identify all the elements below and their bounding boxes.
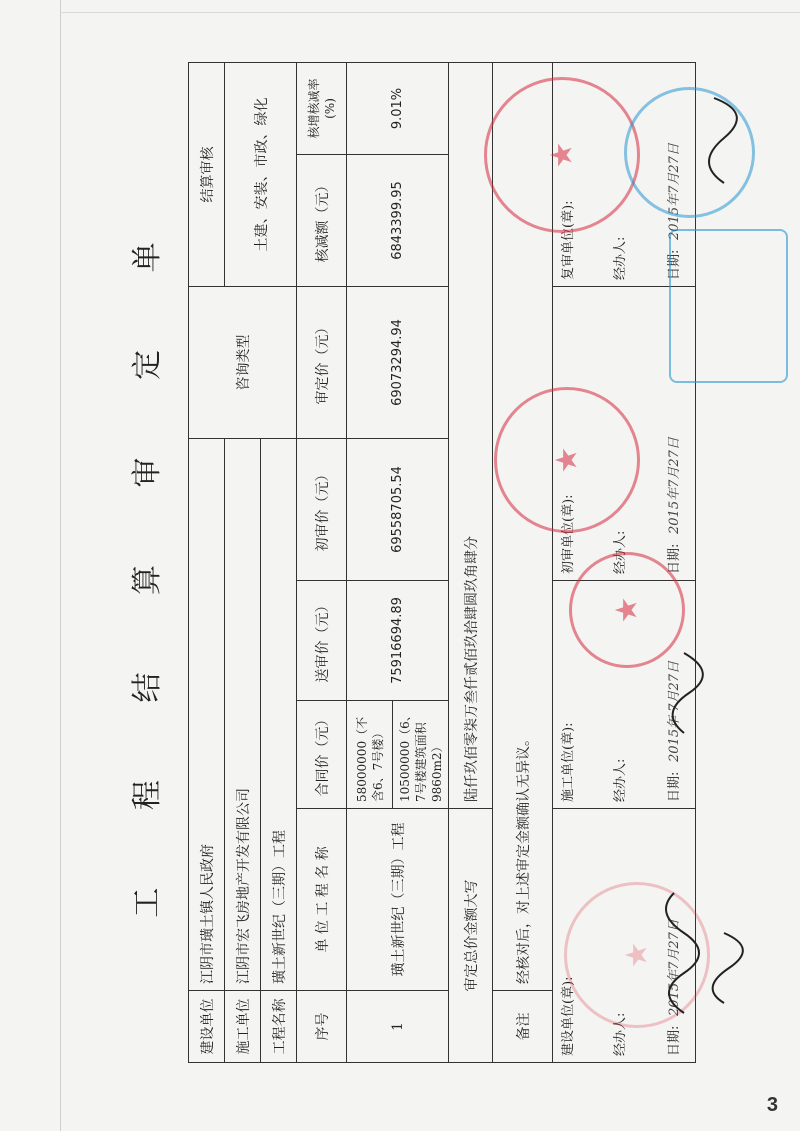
page-top-line (60, 12, 800, 13)
owner-value: 江阴市璜土镇人民政府 (189, 439, 225, 991)
review-sign-cell (553, 63, 696, 287)
row-index: 1 (347, 991, 449, 1063)
amount-words-label: 审定总价金额大写 (449, 809, 493, 1063)
owner-sign-cell (553, 809, 696, 1063)
consult-type-header: 结算审核 (189, 63, 225, 287)
consult-type-label: 咨询类型 (189, 287, 297, 439)
owner-date-label: 日期: (667, 1025, 682, 1056)
review-seal: ★ (484, 77, 640, 233)
preliminary-date-hand: 2015年7月27日 (667, 437, 682, 534)
page-number: 3 (766, 1094, 778, 1116)
form-title: 工 程 结 算 审 定 单 (130, 208, 165, 918)
contractor-date-hand: 2015年 7月27日 (667, 660, 682, 762)
header-name: 单 位 工 程 名 称 (297, 809, 347, 991)
row-rate: 9.01% (347, 63, 449, 155)
row-submitted: 75916694.89 (347, 581, 449, 701)
row-preliminary: 69558705.54 (347, 439, 449, 581)
preliminary-date-label: 日期: (667, 543, 682, 574)
settlement-table (188, 62, 696, 1063)
review-handler-label: 经办人: (613, 236, 628, 280)
row-contract-a: 58000000（不含6、7号楼） (347, 701, 393, 809)
preliminary-handler-label: 经办人: (613, 530, 628, 574)
contractor-date-label: 日期: (667, 771, 682, 802)
owner-handler-label: 经办人: (613, 1012, 628, 1056)
page-edge-line (60, 0, 61, 1131)
review-date-label: 日期: (667, 249, 682, 280)
preliminary-unit-label: 初审单位(章): (561, 494, 576, 574)
header-submitted: 送审价（元） (297, 581, 347, 701)
project-name-value: 璜土新世纪（三期）工程 (261, 439, 297, 991)
owner-label: 建设单位 (189, 991, 225, 1063)
project-name-label: 工程名称 (261, 991, 297, 1063)
contractor-sign-cell (553, 581, 696, 809)
header-rate: 核增核减率(%) (297, 63, 347, 155)
consult-type-value: 土建、安装、市政、绿化 (225, 63, 297, 287)
contractor-seal: ★ (569, 552, 685, 668)
row-project-name: 璜土新世纪（三期）工程 (347, 809, 449, 991)
review-unit-label: 复审单位(章): (561, 200, 576, 280)
header-preliminary: 初审价（元） (297, 439, 347, 581)
header-approved: 审定价（元） (297, 287, 347, 439)
header-index: 序号 (297, 991, 347, 1063)
owner-date-hand: 2015年7月27日 (667, 919, 682, 1016)
row-contract-b: 10500000（6、7号楼建筑面积9860m2） (393, 701, 449, 809)
header-reduction: 核减额（元） (297, 155, 347, 287)
header-contract: 合同价（元） (297, 701, 347, 809)
contractor-unit-label: 施工单位(章): (561, 722, 576, 802)
remarks-value: 经核对后，对上述审定金额确认无异议。 (493, 63, 553, 991)
contractor-value: 江阴市宏飞房地产开发有限公司 (225, 439, 261, 991)
row-reduction: 6843399.95 (347, 155, 449, 287)
contractor-label: 施工单位 (225, 991, 261, 1063)
preliminary-seal: ★ (494, 387, 640, 533)
owner-unit-label: 建设单位(章): (561, 976, 576, 1056)
review-date-hand: 2015年7月27日 (667, 143, 682, 240)
settlement-form (124, 63, 684, 1063)
amount-words-value: 陆仟玖佰零柒万叁仟贰佰玖拾肆圆玖角肆分 (449, 63, 493, 809)
row-approved: 69073294.94 (347, 287, 449, 439)
contractor-handler-label: 经办人: (613, 758, 628, 802)
remarks-label: 备注 (493, 991, 553, 1063)
owner-seal: ★ (564, 882, 710, 1028)
preliminary-sign-cell (553, 287, 696, 581)
